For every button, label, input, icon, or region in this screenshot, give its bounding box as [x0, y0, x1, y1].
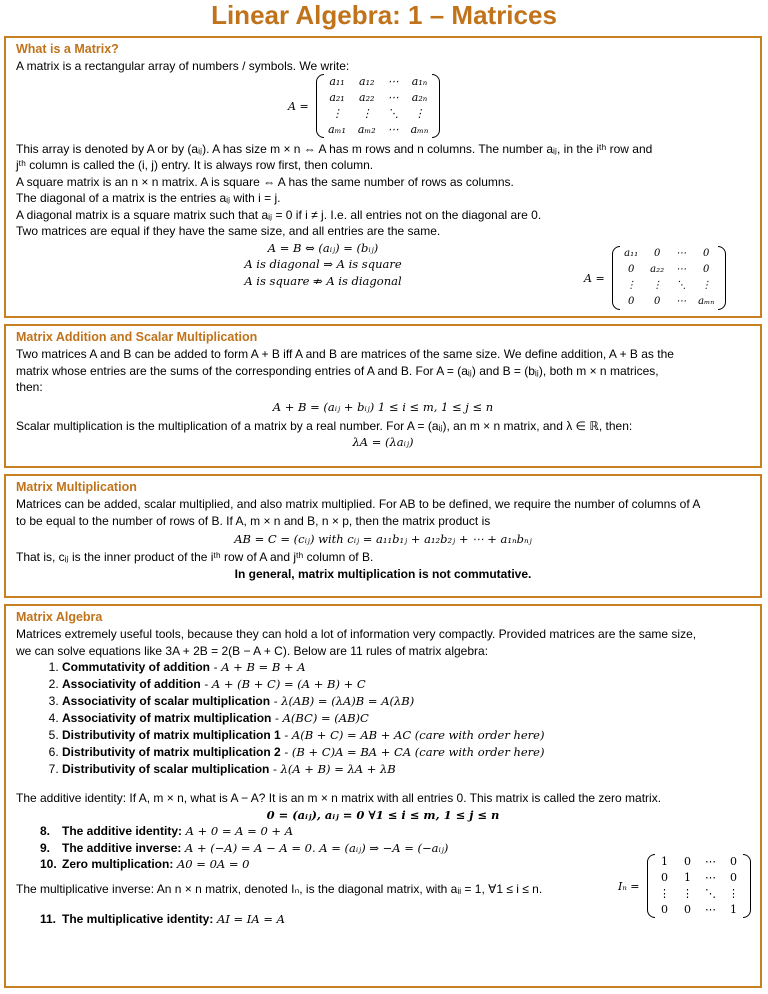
matrix-table: a₁₁ a₁₂ ⋯ a₁ₙ a₂₁ a₂₂ ⋯ a₂ₙ ⋮ ⋮ ⋱ ⋮ aₘ₁ aₘ₂ ⋯ aₘₙ — [328, 75, 429, 136]
list-item: 3. Associativity of scalar multiplication - λ(AB) = (λA)B = A(λB) — [62, 693, 750, 710]
text-line: then: — [16, 380, 43, 394]
text-line: The additive identity: If A, m × n, what is A − A? It is an m × n matrix with all entries 0. This matrix is called the zero matrix. — [16, 791, 662, 805]
matrix-label: A = — [288, 99, 309, 113]
text-line: to be equal to the number of rows of B. If A, m × n and B, n × p, then the matrix product is — [16, 513, 491, 528]
list-item: 4. Associativity of matrix multiplication - A(BC) = (AB)C — [62, 710, 750, 727]
list-item: 6. Distributivity of matrix multiplication 2 - (B + C)A = BA + CA (care with order here) — [62, 744, 750, 761]
text-line: Matrices can be added, scalar multiplied, and also matrix multiplied. For AB to be defined, we require the number of columns of A — [16, 497, 701, 511]
section-heading: What is a Matrix? — [16, 42, 119, 56]
section-addition — [4, 324, 762, 468]
list-item: 8. The additive identity: A + 0 = A = 0 + A — [40, 824, 294, 838]
text-line: The diagonal of a matrix is the entries aᵢⱼ with i = j. — [16, 191, 281, 205]
text-line: Two matrices A and B can be added to form A + B iff A and B are matrices of the same size. We define addition, A + B as the — [16, 347, 674, 361]
text-line: A square matrix is an n × n matrix. A is square ⇔ A has the same number of rows as columns. — [16, 174, 514, 189]
list-item: 5. Distributivity of matrix multiplication 1 - A(B + C) = AB + AC (care with order here) — [62, 727, 750, 744]
identity-matrix — [618, 854, 751, 918]
list-item: 7. Distributivity of scalar multiplication - λ(A + B) = λA + λB — [62, 761, 750, 778]
list-item: 2. Associativity of addition - A + (B + C) = (A + B) + C — [62, 676, 750, 693]
section-heading: Matrix Multiplication — [16, 480, 137, 494]
section-matrix-algebra — [4, 604, 762, 988]
matrix-table: a₁₁ 0 ⋯ 0 0 a₂₂ ⋯ 0 ⋮ ⋮ ⋱ ⋮ 0 0 ⋯ aₘₙ — [624, 248, 715, 307]
list-item: 11. The multiplicative identity: AI = IA = A — [40, 912, 285, 926]
intro-text: A matrix is a rectangular array of numbers / symbols. We write: — [16, 59, 350, 73]
matrix-label: A = — [584, 271, 605, 285]
note-text: In general, matrix multiplication is not commutative. — [234, 566, 532, 581]
text-line: jᵗʰ column is called the (i, j) entry. It is always row first, then column. — [16, 158, 374, 172]
section-multiplication — [4, 474, 762, 598]
section-heading: Matrix Algebra — [16, 610, 103, 624]
equation: λA = (λaᵢⱼ) — [352, 435, 414, 449]
text-line: The multiplicative inverse: An n × n matrix, denoted Iₙ, is the diagonal matrix, with aᵢᵢ = 1, ∀1 ≤ i ≤ n. — [16, 881, 543, 896]
list-item: 10. Zero multiplication: A0 = 0A = 0 — [40, 857, 250, 871]
text-line: Matrices extremely useful tools, because they can hold a lot of information very compactly. Provided matrices are the same size, — [16, 627, 697, 641]
text-line: matrix whose entries are the sums of the corresponding entries of A and B. For A = (aᵢⱼ) and B = (bᵢⱼ), both m × n matrices, — [16, 363, 659, 378]
section-heading: Matrix Addition and Scalar Multiplication — [16, 330, 258, 344]
rules-list — [16, 659, 750, 778]
matrix-table: 1 0 ⋯ 0 0 1 ⋯ 0 ⋮ ⋮ ⋱ ⋮ 0 0 ⋯ 1 — [659, 855, 740, 916]
text-line: Two matrices are equal if they have the same size, and all entries are the same. — [16, 224, 441, 238]
equation: 0 = (aᵢⱼ), aᵢⱼ = 0 ∀1 ≤ i ≤ m, 1 ≤ j ≤ n — [266, 807, 500, 822]
list-item: 1. Commutativity of addition - A + B = B + A — [62, 659, 750, 676]
equation: AB = C = (cᵢⱼ) with cᵢⱼ = a₁₁b₁ⱼ + a₁₂b₂ⱼ + ⋯ + a₁ₙbₙⱼ — [234, 532, 532, 546]
text-line: This array is denoted by A or by (aᵢⱼ). A has size m × n ⇔ A has m rows and n columns. The number aᵢⱼ, in the iᵗʰ row and — [16, 141, 653, 156]
general-matrix — [288, 74, 440, 138]
text-line: we can solve equations like 3A + 2B = 2(B − A + C). Below are 11 rules of matrix algebra: — [16, 643, 489, 658]
diagonal-matrix — [584, 246, 726, 310]
equation: A = B ⇔ (aᵢⱼ) = (bᵢⱼ) — [267, 240, 379, 255]
section-what-is-matrix — [4, 36, 762, 318]
matrix-label: Iₙ = — [618, 879, 640, 893]
page-title: Linear Algebra: 1 – Matrices — [211, 0, 557, 30]
equation: A is diagonal ⇒ A is square — [244, 257, 402, 271]
equation: A + B = (aᵢⱼ + bᵢⱼ) 1 ≤ i ≤ m, 1 ≤ j ≤ n — [272, 399, 494, 414]
text-line: Scalar multiplication is the multiplication of a matrix by a real number. For A = (aᵢⱼ), an m × n matrix, and λ ∈ ℝ, then: — [16, 418, 633, 433]
list-item: 9. The additive inverse: A + (−A) = A − A = 0. A = (aᵢⱼ) ⇒ −A = (−aᵢⱼ) — [40, 840, 449, 855]
text-line: A diagonal matrix is a square matrix such that aᵢⱼ = 0 if i ≠ j. I.e. all entries not on the diagonal are 0. — [16, 207, 542, 222]
text-line: That is, cᵢⱼ is the inner product of the iᵗʰ row of A and jᵗʰ column of B. — [16, 550, 374, 564]
equation: A is square ⇏ A is diagonal — [244, 273, 402, 288]
